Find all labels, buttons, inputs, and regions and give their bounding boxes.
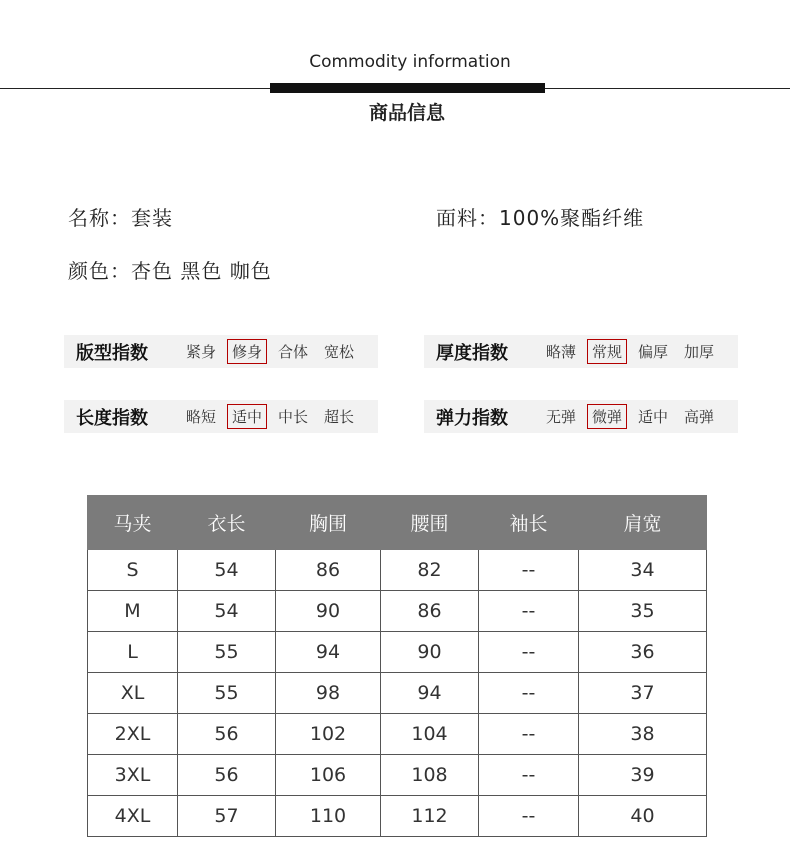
index-row-thickness (424, 335, 738, 368)
table-cell: 40 (579, 796, 707, 837)
index-option: 修身 (227, 339, 267, 364)
index-option: 宽松 (324, 343, 355, 361)
index-option: 常规 (587, 339, 627, 364)
table-row (88, 550, 707, 591)
table-cell: 56 (178, 714, 276, 755)
table-cell: 54 (178, 591, 276, 632)
table-row (88, 796, 707, 837)
table-cell: 3XL (88, 755, 178, 796)
table-cell: -- (479, 673, 579, 714)
index-label: 厚度指数 (436, 342, 508, 364)
table-row (88, 673, 707, 714)
index-label: 长度指数 (76, 407, 148, 429)
table-cell: M (88, 591, 178, 632)
table-cell: S (88, 550, 178, 591)
table-cell: 106 (276, 755, 381, 796)
header-rule-bar (270, 83, 545, 93)
table-cell: 108 (381, 755, 479, 796)
table-cell: 55 (178, 632, 276, 673)
table-cell: -- (479, 714, 579, 755)
index-option: 中长 (278, 408, 309, 426)
table-row (88, 755, 707, 796)
table-cell: 82 (381, 550, 479, 591)
header-title: Commodity information (309, 52, 511, 72)
table-cell: 90 (276, 591, 381, 632)
table-cell: 102 (276, 714, 381, 755)
table-cell: L (88, 632, 178, 673)
table-cell: 104 (381, 714, 479, 755)
table-cell: 39 (579, 755, 707, 796)
table-cell: XL (88, 673, 178, 714)
index-option: 紧身 (186, 343, 217, 361)
table-cell: -- (479, 550, 579, 591)
column-header: 马夹 (88, 496, 178, 550)
table-cell: 98 (276, 673, 381, 714)
index-option: 微弹 (587, 404, 627, 429)
product-colors: 颜色：杏色 黑色 咖色 (68, 259, 272, 283)
table-cell: -- (479, 755, 579, 796)
column-header: 袖长 (479, 496, 579, 550)
product-name: 名称：套装 (68, 206, 173, 230)
index-label: 版型指数 (76, 342, 148, 364)
index-option: 高弹 (684, 408, 715, 426)
table-cell: 35 (579, 591, 707, 632)
column-header: 腰围 (381, 496, 479, 550)
size-table-header (88, 496, 707, 550)
table-cell: 112 (381, 796, 479, 837)
table-cell: 4XL (88, 796, 178, 837)
table-cell: 94 (381, 673, 479, 714)
index-option: 合体 (278, 343, 309, 361)
index-option: 超长 (324, 408, 355, 426)
column-header: 肩宽 (579, 496, 707, 550)
column-header: 胸围 (276, 496, 381, 550)
index-option: 加厚 (684, 343, 715, 361)
index-option: 适中 (638, 408, 669, 426)
table-cell: 37 (579, 673, 707, 714)
table-cell: -- (479, 632, 579, 673)
table-cell: 56 (178, 755, 276, 796)
table-cell: 110 (276, 796, 381, 837)
index-row-elasticity (424, 400, 738, 433)
header-subtitle: 商品信息 (368, 102, 445, 124)
table-cell: 86 (276, 550, 381, 591)
index-row-length (64, 400, 378, 433)
size-table (87, 495, 707, 837)
table-cell: 90 (381, 632, 479, 673)
table-cell: 2XL (88, 714, 178, 755)
table-cell: 86 (381, 591, 479, 632)
table-cell: 36 (579, 632, 707, 673)
index-label: 弹力指数 (436, 407, 508, 429)
table-cell: -- (479, 591, 579, 632)
table-row (88, 591, 707, 632)
index-option: 略薄 (546, 343, 577, 361)
table-row (88, 714, 707, 755)
table-cell: 94 (276, 632, 381, 673)
column-header: 衣长 (178, 496, 276, 550)
table-cell: 54 (178, 550, 276, 591)
table-cell: -- (479, 796, 579, 837)
table-cell: 34 (579, 550, 707, 591)
table-row (88, 632, 707, 673)
table-cell: 55 (178, 673, 276, 714)
index-option: 无弹 (546, 408, 577, 426)
index-option: 偏厚 (638, 343, 669, 361)
index-row-fit (64, 335, 378, 368)
table-cell: 57 (178, 796, 276, 837)
product-fabric: 面料：100%聚酯纤维 (436, 206, 645, 230)
index-option: 适中 (227, 404, 267, 429)
table-cell: 38 (579, 714, 707, 755)
index-option: 略短 (186, 408, 217, 426)
